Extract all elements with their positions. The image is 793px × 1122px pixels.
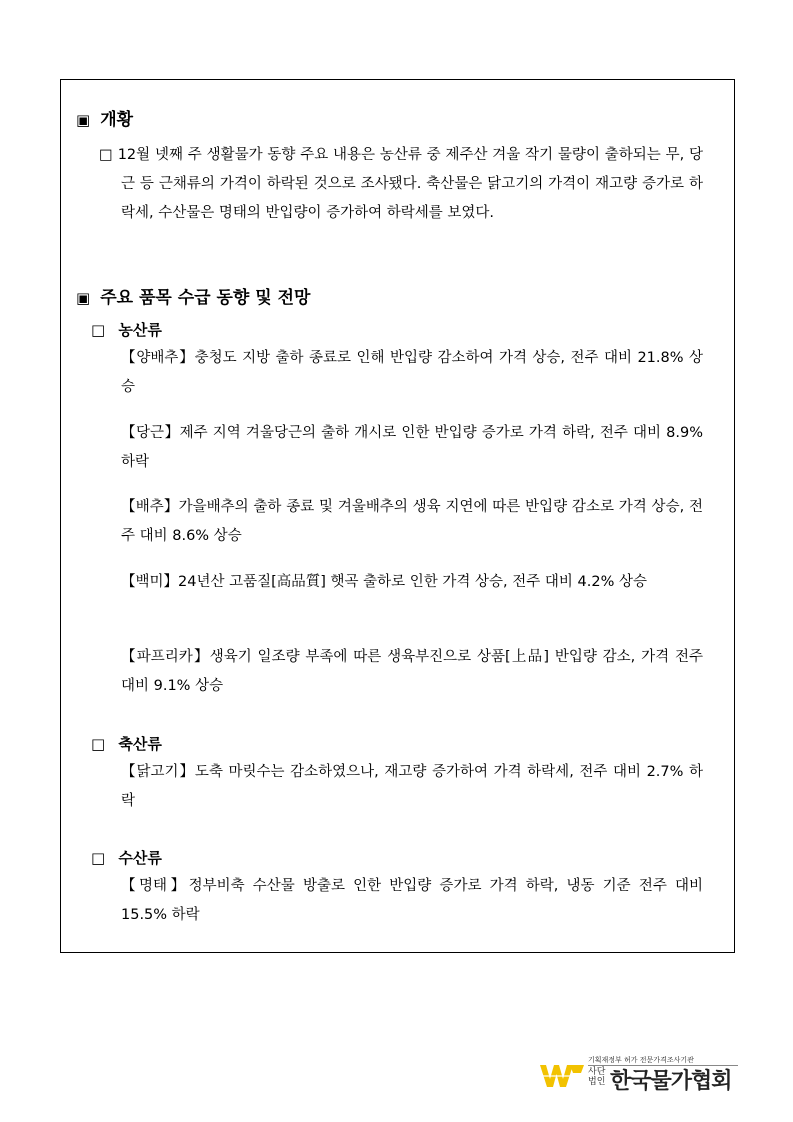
item-chicken: 【닭고기】도축 마릿수는 감소하였으나, 재고량 증가하여 가격 하락세, 전주 대비 2.7% 하락 <box>121 764 703 809</box>
item-carrot: 【당근】제주 지역 겨울당근의 출하 개시로 인한 반입량 증가로 가격 하락, 전주 대비 8.9% 하락 <box>121 425 703 470</box>
logo-subtitle: 기획재정부 허가 전문가격조사기관 <box>588 1056 694 1064</box>
item-paprika: 【파프리카】생육기 일조량 부족에 따른 생육부진으로 상품[上品] 반입량 감소, 가격 전주 대비 9.1% 상승 <box>121 649 703 694</box>
logo-corp: 사단법인 <box>588 1067 606 1087</box>
section-agri-heading <box>91 320 162 340</box>
section-livestock-heading <box>91 734 162 754</box>
main-heading <box>76 288 310 308</box>
overview-heading <box>76 110 133 130</box>
kpa-logo <box>540 1055 740 1094</box>
checkbox-icon: □ <box>91 735 106 753</box>
item-rice: 【백미】24년산 고품질[高品質] 햇곡 출하로 인한 가격 상승, 전주 대비 4.2% 상승 <box>121 574 647 590</box>
checkbox-icon: □ <box>91 321 106 339</box>
kpa-emblem-icon <box>540 1061 584 1089</box>
checkbox-icon: □ <box>99 147 113 163</box>
item-napa-cabbage: 【배추】가을배추의 출하 종료 및 겨울배추의 생육 지연에 따른 반입량 감소로 가격 상승, 전주 대비 8.6% 상승 <box>121 499 703 544</box>
item-pollack: 【명태】정부비축 수산물 방출로 인한 반입량 증가로 가격 하락, 냉동 기준 전주 대비 15.5% 하락 <box>121 878 703 923</box>
section-title: 농산류 <box>118 321 162 339</box>
document-frame <box>60 79 735 953</box>
section-title: 수산류 <box>118 849 162 867</box>
section-title: 축산류 <box>118 735 162 753</box>
logo-name: 한국물가협회 <box>610 1069 732 1094</box>
overview-paragraph <box>99 141 703 228</box>
section-fishery-heading <box>91 848 162 868</box>
overview-text: 12월 넷째 주 생활물가 동향 주요 내용은 농산류 중 제주산 겨울 작기 물량이 출하되는 무, 당근 등 근채류의 가격이 하락된 것으로 조사됐다. 축산물은 닭고기의 가격이 재고량 증가로 하락세, 수산물은 명태의 반입량이 증가하여 하락세를 보였다. <box>117 147 703 221</box>
square-mark-icon: ▣ <box>76 111 91 129</box>
item-cabbage: 【양배추】충청도 지방 출하 종료로 인해 반입량 감소하여 가격 상승, 전주 대비 21.8% 상승 <box>121 350 703 395</box>
square-mark-icon: ▣ <box>76 289 91 307</box>
overview-title: 개황 <box>100 110 134 130</box>
checkbox-icon: □ <box>91 849 106 867</box>
main-title: 주요 품목 수급 동향 및 전망 <box>100 288 311 308</box>
